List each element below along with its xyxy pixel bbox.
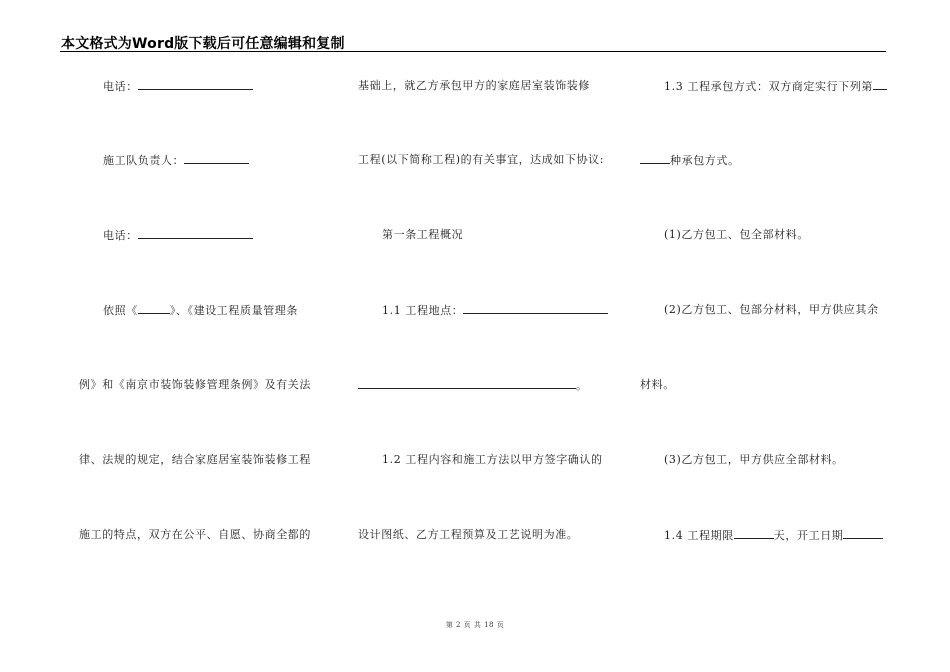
contract-mode-line: 1.3 工程承包方式：双方商定实行下列第 <box>664 79 887 94</box>
site-location-blank <box>463 303 608 314</box>
leader-blank <box>184 153 249 164</box>
option-item-continuation: 材料。 <box>640 378 675 391</box>
paragraph-line: 律、法规的规定，结合家庭居室装饰装修工程 <box>79 453 311 466</box>
section-heading: 第一条工程概况 <box>382 228 464 241</box>
site-location-line <box>382 303 608 318</box>
contract-mode-blank <box>873 79 887 90</box>
option-item: (3)乙方包工，甲方供应全部材料。 <box>664 453 844 466</box>
option-item: (2)乙方包工、包部分材料，甲方供应其余 <box>664 303 879 316</box>
site-location-blank <box>358 378 576 389</box>
site-location-label: 1.1 工程地点： <box>382 304 464 317</box>
phone-blank <box>138 228 253 239</box>
paragraph-line: 设计图纸、乙方工程预算及工艺说明为准。 <box>358 528 579 541</box>
paragraph-line: 依照《 》、《建设工程质量管理条 <box>103 304 299 317</box>
phone-label: 电话： <box>103 80 138 93</box>
phone-blank <box>138 79 253 90</box>
leader-label: 施工队负责人： <box>103 154 185 167</box>
paragraph-line: 1.2 工程内容和施工方法以甲方签字确认的 <box>382 453 603 466</box>
contract-mode-blank <box>640 153 670 164</box>
start-date-blank <box>843 528 883 539</box>
paragraph-line: 基础上，就乙方承包甲方的家庭居室装饰装修 <box>358 79 590 92</box>
duration-line: 1.4 工程期限 天，开工日期 <box>664 528 883 543</box>
phone-line-1 <box>103 79 253 94</box>
site-location-continuation: 。 <box>358 378 588 393</box>
option-item: (1)乙方包工、包全部材料。 <box>664 228 809 241</box>
document-header-title: 本文格式为Word版下载后可任意编辑和复制 <box>61 36 345 52</box>
phone-label: 电话： <box>103 229 138 242</box>
contract-mode-continuation: 种承包方式。 <box>640 153 740 168</box>
leader-line <box>103 153 249 168</box>
duration-days-blank <box>734 528 774 539</box>
phone-line-2 <box>103 228 253 243</box>
paragraph-line: 工程(以下简称工程)的有关事宜，达成如下协议: <box>358 153 605 166</box>
regulation-blank <box>138 303 170 314</box>
paragraph-line: 施工的特点，双方在公平、自愿、协商全都的 <box>79 528 311 541</box>
page-number: 第 2 页 共 18 页 <box>445 621 505 629</box>
paragraph-line: 例》和《南京市装饰装修管理条例》及有关法 <box>79 378 311 391</box>
header-divider <box>60 51 886 52</box>
